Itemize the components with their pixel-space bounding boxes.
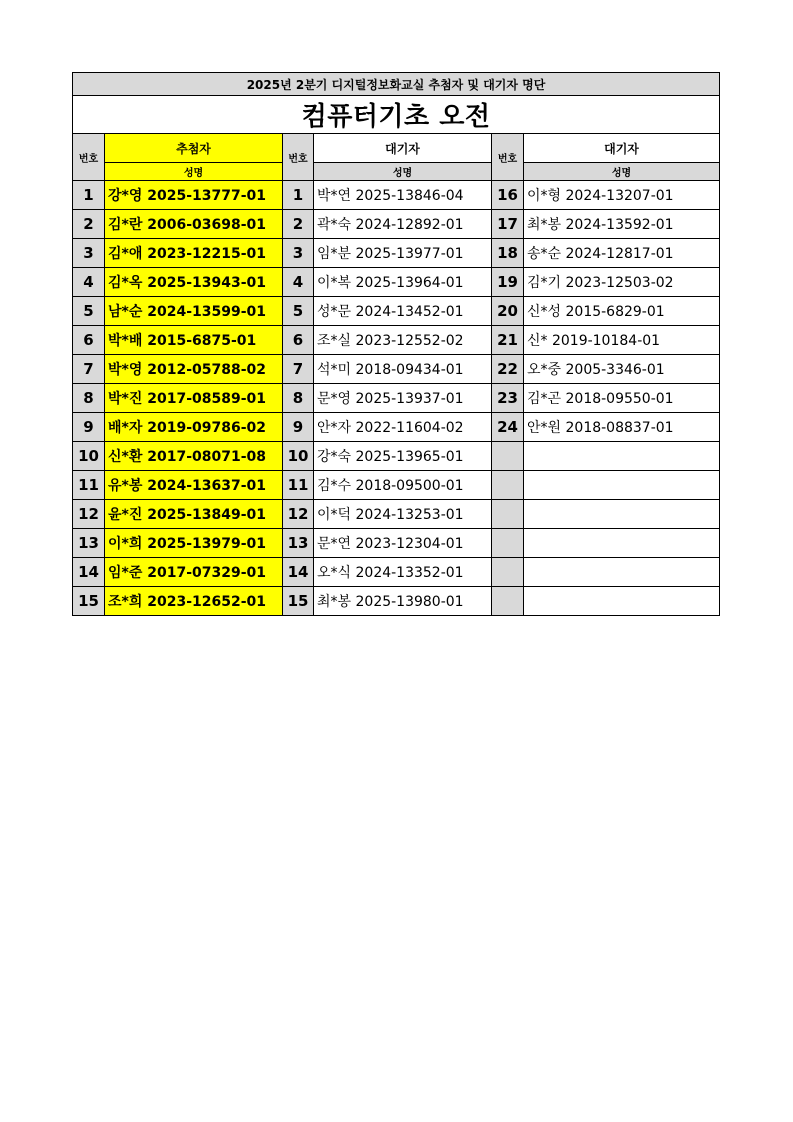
- waitlist-b-number: 22: [492, 355, 524, 384]
- selected-name: 유*봉 2024-13637-01: [105, 471, 283, 500]
- waitlist-b-number-header: 번호: [492, 134, 524, 181]
- selected-name: 조*희 2023-12652-01: [105, 587, 283, 616]
- selected-name: 김*애 2023-12215-01: [105, 239, 283, 268]
- table-row: [73, 268, 720, 297]
- selected-number: 5: [73, 297, 105, 326]
- waitlist-a-number: 1: [283, 181, 314, 210]
- waitlist-a-name-header: 성명: [314, 163, 492, 181]
- waitlist-b-number: 16: [492, 181, 524, 210]
- selected-name: 이*희 2025-13979-01: [105, 529, 283, 558]
- waitlist-a-name: 박*연 2025-13846-04: [314, 181, 492, 210]
- waitlist-a-name: 임*분 2025-13977-01: [314, 239, 492, 268]
- waitlist-a-number: 3: [283, 239, 314, 268]
- table-row: [73, 442, 720, 471]
- waitlist-a-number: 12: [283, 500, 314, 529]
- waitlist-a-name: 이*복 2025-13964-01: [314, 268, 492, 297]
- waitlist-a-number: 10: [283, 442, 314, 471]
- waitlist-a-number: 13: [283, 529, 314, 558]
- selected-name: 신*환 2017-08071-08: [105, 442, 283, 471]
- selected-number: 1: [73, 181, 105, 210]
- waitlist-b-number: 19: [492, 268, 524, 297]
- waitlist-b-name: [524, 529, 720, 558]
- selected-name: 강*영 2025-13777-01: [105, 181, 283, 210]
- selected-name: 윤*진 2025-13849-01: [105, 500, 283, 529]
- table-row: [73, 529, 720, 558]
- selected-number: 9: [73, 413, 105, 442]
- waitlist-b-name: 김*곤 2018-09550-01: [524, 384, 720, 413]
- table-row: [73, 384, 720, 413]
- waitlist-a-name: 조*실 2023-12552-02: [314, 326, 492, 355]
- waitlist-a-name: 석*미 2018-09434-01: [314, 355, 492, 384]
- waitlist-b-name: [524, 442, 720, 471]
- waitlist-a-name: 강*숙 2025-13965-01: [314, 442, 492, 471]
- waitlist-b-name: [524, 558, 720, 587]
- waitlist-b-number: 18: [492, 239, 524, 268]
- selected-number-header: 번호: [73, 134, 105, 181]
- waitlist-a-name: 오*식 2024-13352-01: [314, 558, 492, 587]
- waitlist-b-number: 17: [492, 210, 524, 239]
- table-row: [73, 471, 720, 500]
- selected-name-header: 성명: [105, 163, 283, 181]
- waitlist-b-name: 김*기 2023-12503-02: [524, 268, 720, 297]
- waitlist-b-number: [492, 471, 524, 500]
- waitlist-a-number: 11: [283, 471, 314, 500]
- selected-number: 2: [73, 210, 105, 239]
- table-row: [73, 587, 720, 616]
- waitlist-a-name: 안*자 2022-11604-02: [314, 413, 492, 442]
- waitlist-b-number: [492, 529, 524, 558]
- table-row: [73, 413, 720, 442]
- class-title: 컴퓨터기초 오전: [73, 96, 720, 134]
- waitlist-a-number: 14: [283, 558, 314, 587]
- waitlist-a-number: 9: [283, 413, 314, 442]
- waitlist-a-header: 대기자: [314, 134, 492, 163]
- waitlist-b-name: 신* 2019-10184-01: [524, 326, 720, 355]
- selected-name: 김*옥 2025-13943-01: [105, 268, 283, 297]
- waitlist-b-name: 신*성 2015-6829-01: [524, 297, 720, 326]
- selected-header: 추첨자: [105, 134, 283, 163]
- table-row: [73, 326, 720, 355]
- waitlist-b-number: 23: [492, 384, 524, 413]
- selected-number: 3: [73, 239, 105, 268]
- waitlist-b-name: 오*중 2005-3346-01: [524, 355, 720, 384]
- waitlist-a-name: 문*연 2023-12304-01: [314, 529, 492, 558]
- selected-number: 8: [73, 384, 105, 413]
- waitlist-b-number: 20: [492, 297, 524, 326]
- selected-number: 15: [73, 587, 105, 616]
- table-row: [73, 210, 720, 239]
- selected-number: 4: [73, 268, 105, 297]
- header-title: 2025년 2분기 디지털정보화교실 추첨자 및 대기자 명단: [73, 73, 720, 96]
- waitlist-a-name: 성*문 2024-13452-01: [314, 297, 492, 326]
- selected-name: 배*자 2019-09786-02: [105, 413, 283, 442]
- waitlist-b-number: [492, 500, 524, 529]
- waitlist-b-number: [492, 558, 524, 587]
- table-row: [73, 558, 720, 587]
- waitlist-b-number: [492, 587, 524, 616]
- waitlist-a-number-header: 번호: [283, 134, 314, 181]
- waitlist-a-name: 곽*숙 2024-12892-01: [314, 210, 492, 239]
- waitlist-b-number: 24: [492, 413, 524, 442]
- waitlist-a-number: 7: [283, 355, 314, 384]
- waitlist-b-number: 21: [492, 326, 524, 355]
- waitlist-b-name: [524, 587, 720, 616]
- waitlist-b-name-header: 성명: [524, 163, 720, 181]
- selected-name: 김*란 2006-03698-01: [105, 210, 283, 239]
- waitlist-a-name: 문*영 2025-13937-01: [314, 384, 492, 413]
- waitlist-a-name: 이*덕 2024-13253-01: [314, 500, 492, 529]
- selected-number: 10: [73, 442, 105, 471]
- selected-name: 임*준 2017-07329-01: [105, 558, 283, 587]
- table-row: [73, 355, 720, 384]
- selected-number: 12: [73, 500, 105, 529]
- table-row: [73, 297, 720, 326]
- waitlist-a-number: 4: [283, 268, 314, 297]
- table-row: [73, 181, 720, 210]
- roster-table: [72, 72, 720, 616]
- waitlist-b-name: 안*원 2018-08837-01: [524, 413, 720, 442]
- selected-number: 6: [73, 326, 105, 355]
- table-row: [73, 239, 720, 268]
- selected-number: 7: [73, 355, 105, 384]
- waitlist-b-number: [492, 442, 524, 471]
- waitlist-b-name: [524, 500, 720, 529]
- waitlist-b-name: 이*형 2024-13207-01: [524, 181, 720, 210]
- selected-name: 남*순 2024-13599-01: [105, 297, 283, 326]
- waitlist-a-name: 최*봉 2025-13980-01: [314, 587, 492, 616]
- waitlist-a-number: 8: [283, 384, 314, 413]
- waitlist-b-name: [524, 471, 720, 500]
- selected-name: 박*진 2017-08589-01: [105, 384, 283, 413]
- waitlist-a-number: 5: [283, 297, 314, 326]
- table-row: [73, 500, 720, 529]
- waitlist-b-name: 송*순 2024-12817-01: [524, 239, 720, 268]
- selected-name: 박*배 2015-6875-01: [105, 326, 283, 355]
- waitlist-b-header: 대기자: [524, 134, 720, 163]
- waitlist-b-name: 최*봉 2024-13592-01: [524, 210, 720, 239]
- waitlist-a-number: 2: [283, 210, 314, 239]
- selected-number: 11: [73, 471, 105, 500]
- waitlist-a-name: 김*수 2018-09500-01: [314, 471, 492, 500]
- selected-name: 박*영 2012-05788-02: [105, 355, 283, 384]
- waitlist-a-number: 6: [283, 326, 314, 355]
- waitlist-a-number: 15: [283, 587, 314, 616]
- selected-number: 13: [73, 529, 105, 558]
- selected-number: 14: [73, 558, 105, 587]
